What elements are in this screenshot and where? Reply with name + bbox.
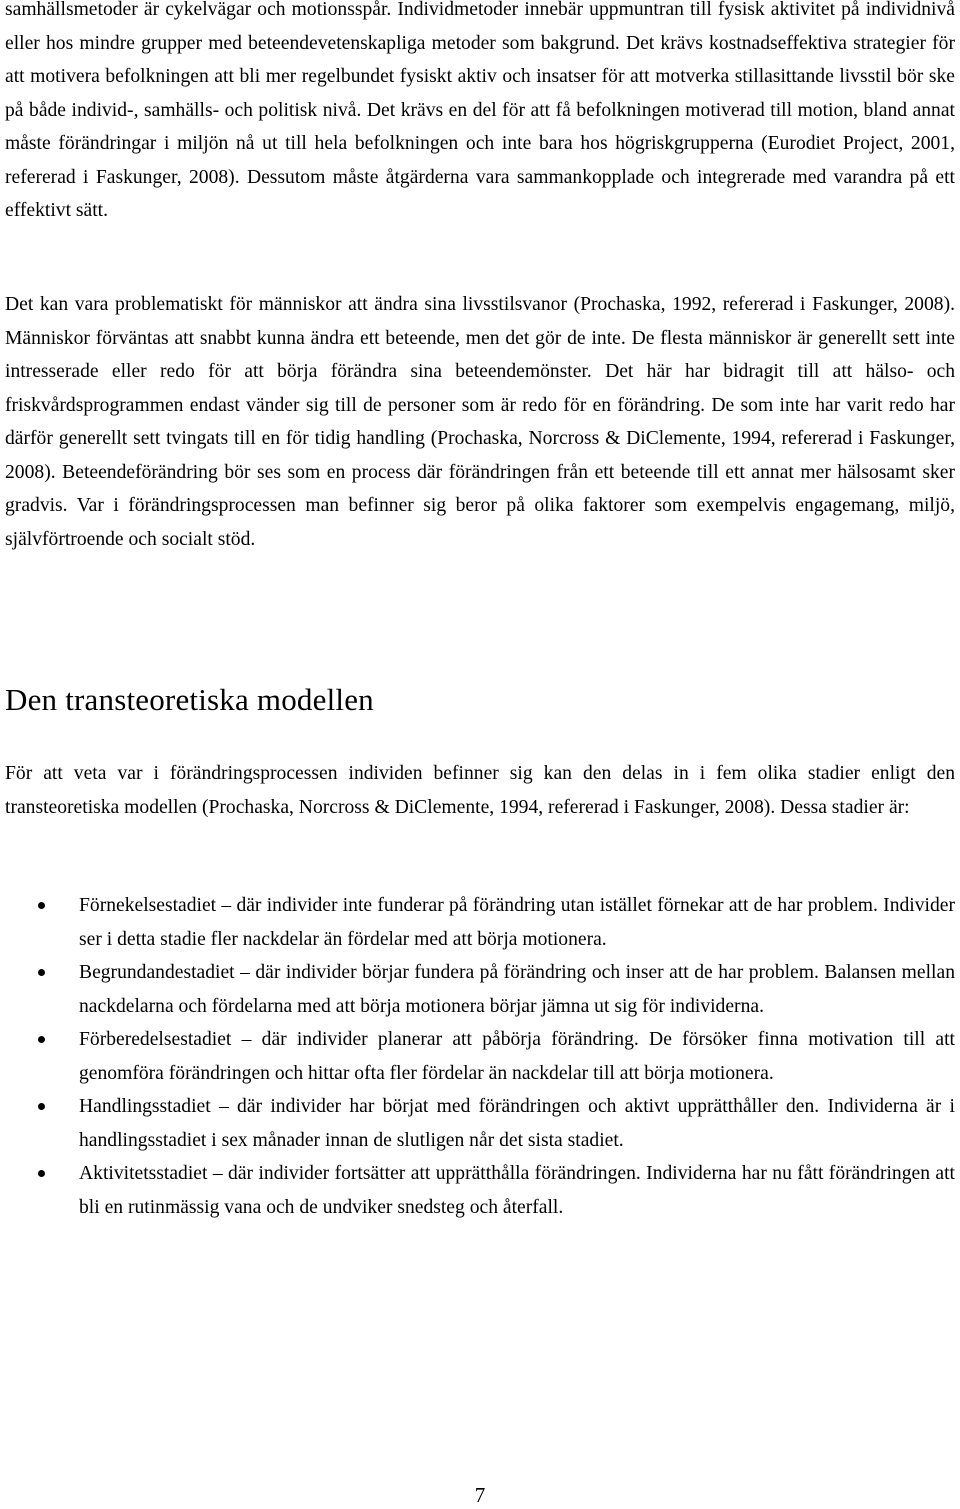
page-number: 7 — [474, 1483, 486, 1507]
body-paragraph-3: För att veta var i förändringsprocessen individen befinner sig kan den delas in i fem olika stadier enligt den transteoretiska modellen (Prochaska, Norcross & DiClemente, 1994, refererad i Faskunger, 2008). Dessa stadier är: — [5, 763, 955, 818]
bullet-icon — [38, 969, 45, 976]
bullet-icon — [38, 1036, 45, 1043]
stage-list — [5, 889, 955, 1224]
bullet-icon — [38, 1103, 45, 1110]
list-item-text: Begrundandestadiet – där individer börjar fundera på förändring och inser att de har problem. Balansen mellan nackdelarna och fördelarna med att börja motionera börjar jämna ut sig för individerna. — [79, 962, 955, 1017]
list-item-text: Handlingsstadiet – där individer har börjat med förändringen och aktivt upprätthåller den. Individerna är i handlingsstadiet i sex månader innan de slutligen når det sista stadiet. — [79, 1096, 955, 1151]
section-heading: Den transteoretiska modellen — [5, 682, 374, 717]
list-item-text: Aktivitetsstadiet – där individer fortsätter att upprätthålla förändringen. Individerna har nu fått förändringen att bli en rutinmässig vana och de undviker snedsteg och återfall. — [79, 1163, 955, 1218]
bullet-icon — [38, 902, 45, 909]
list-item — [5, 1023, 955, 1090]
list-item — [5, 889, 955, 956]
list-item — [5, 1090, 955, 1157]
list-item — [5, 1157, 955, 1224]
list-item — [5, 956, 955, 1023]
body-paragraph-2: Det kan vara problematiskt för människor att ändra sina livsstilsvanor (Prochaska, 1992, refererad i Faskunger, 2008). Människor förväntas att snabbt kunna ändra ett beteende, men det gör de inte. De flesta människor är generellt sett inte intresserade eller redo för att börja förändra sina beteendemönster. Det här har bidragit till att hälso- och friskvårdsprogrammen endast vänder sig till de personer som är redo för en förändring. De som inte har varit redo har därför generellt sett tvingats till en för tidig handling (Prochaska, Norcross & DiClemente, 1994, refererad i Faskunger, 2008). Beteendeförändring bör ses som en process där förändringen från ett beteende till ett annat mer hälsosamt sker gradvis. Var i förändringsprocessen man befinner sig beror på olika faktorer som exempelvis engagemang, miljö, självförtroende och socialt stöd. — [5, 294, 955, 550]
body-paragraph-1: samhällsmetoder är cykelvägar och motionsspår. Individmetoder innebär uppmuntran till fysisk aktivitet på individnivå eller hos mindre grupper med beteendevetenskapliga metoder som bakgrund. Det krävs kostnadseffektiva strategier för att motivera befolkningen att bli mer regelbundet fysiskt aktiv och insatser för att motverka stillasittande livsstil bör ske på både individ-, samhälls- och politisk nivå. Det krävs en del för att få befolkningen motiverad till motion, bland annat måste förändringar i miljön nå ut till hela befolkningen och inte bara hos högriskgrupperna (Eurodiet Project, 2001, refererad i Faskunger, 2008). Dessutom måste åtgärderna vara sammankopplade och integrerade med varandra på ett effektivt sätt. — [5, 0, 955, 221]
list-item-text: Förberedelsestadiet – där individer planerar att påbörja förändring. De försöker finna motivation till att genomföra förändringen och hittar ofta fler fördelar än nackdelar till att börja motionera. — [79, 1029, 955, 1084]
list-item-text: Förnekelsestadiet – där individer inte funderar på förändring utan istället förnekar att de har problem. Individer ser i detta stadie fler nackdelar än fördelar med att börja motionera. — [79, 895, 955, 950]
bullet-icon — [38, 1170, 45, 1177]
document-page — [5, 0, 955, 1509]
